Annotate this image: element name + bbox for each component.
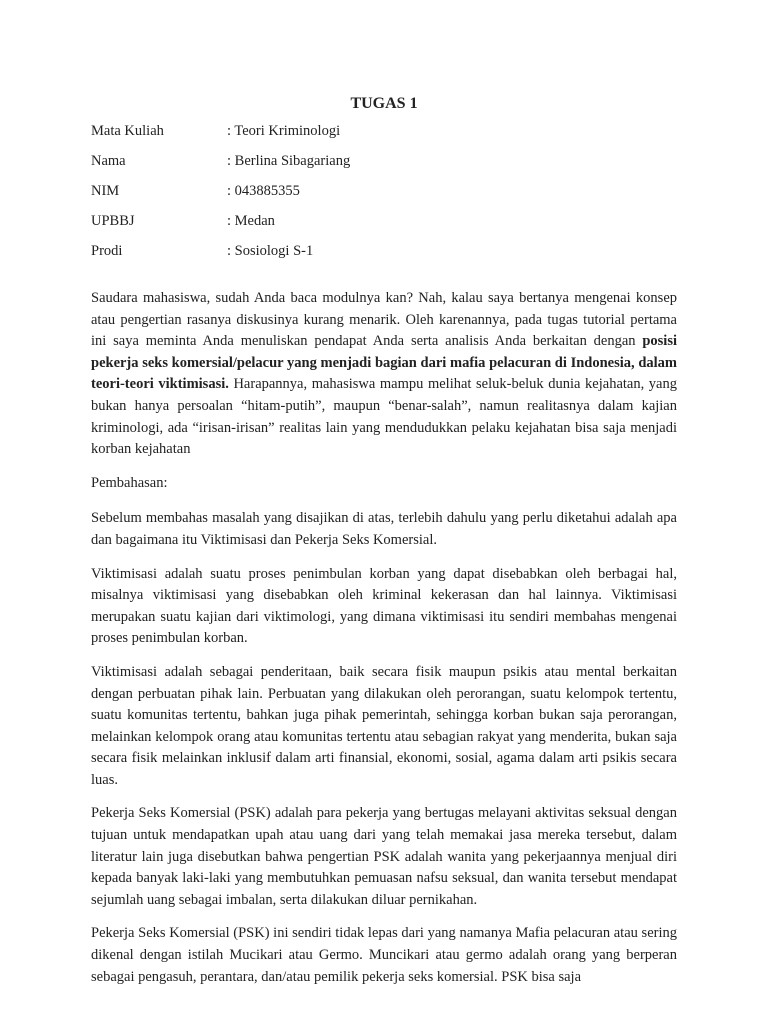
intro-bold-text: posisi pekerja seks komersial/pelacur yang menjadi bagian dari mafia pelacuran di Indonesia, dalam teori-teori viktimisasi.	[91, 333, 677, 393]
info-value: : Sosiologi S-1	[227, 243, 314, 259]
document-title: TUGAS 1	[350, 95, 418, 112]
info-label: UPBBJ	[91, 213, 135, 229]
info-label: NIM	[91, 183, 120, 199]
body-paragraph: Sebelum membahas masalah yang disajikan di atas, terlebih dahulu yang perlu diketahui adalah apa dan bagaimana itu Viktimisasi dan Pekerja Seks Komersial.	[91, 510, 677, 548]
intro-text-end: Harapannya, mahasiswa mampu melihat seluk-beluk dunia kejahatan, yang bukan hanya persoalan “hitam-putih”, maupun “benar-salah”, namun realitasnya dalam kajian kriminologi, ada “irisan-irisan” realitas lain yang mendudukkan pelaku kejahatan bisa saja menjadi korban kejahatan	[91, 376, 677, 458]
info-row-upbbj	[91, 212, 677, 242]
info-value: : Teori Kriminologi	[227, 123, 341, 139]
info-row-mata-kuliah	[91, 122, 677, 152]
info-value: : Medan	[227, 213, 275, 229]
body-paragraph: Viktimisasi adalah suatu proses penimbulan korban yang dapat disebabkan oleh berbagai hal, misalnya viktimisasi yang disebabkan oleh kriminal kekerasan dan hal lainnya. Viktimisasi merupakan suatu kajian dari viktimologi, yang dimana viktimisasi itu sendiri membahas mengenai proses penimbulan korban.	[91, 565, 677, 647]
info-table	[91, 122, 677, 272]
info-row-prodi	[91, 242, 677, 272]
info-label: Nama	[91, 153, 126, 169]
info-label: Mata Kuliah	[91, 123, 164, 139]
info-label: Prodi	[91, 243, 123, 259]
intro-text: Saudara mahasiswa, sudah Anda baca modulnya kan? Nah, kalau saya bertanya mengenai konsep atau pengertian rasanya diskusinya kurang menarik. Oleh karenannya, pada tugas tutorial pertama ini saya meminta Anda menuliskan pendapat Anda serta analisis Anda berkaitan dengan	[91, 290, 677, 350]
body-paragraph: Pekerja Seks Komersial (PSK) ini sendiri tidak lepas dari yang namanya Mafia pelacuran atau sering dikenal dengan istilah Mucikari atau Germo. Muncikari atau germo adalah orang yang berperan sebagai pengasuh, perantara, dan/atau pemilik pekerja seks komersial. PSK bisa saja	[91, 925, 677, 985]
info-value: : Berlina Sibagariang	[227, 153, 351, 169]
body-paragraph: Viktimisasi adalah sebagai penderitaan, baik secara fisik maupun psikis atau mental berkaitan dengan perbuatan pihak lain. Perbuatan yang dilakukan oleh perorangan, suatu kelompok tertentu, suatu komunitas tertentu, bahkan juga pihak pemerintah, sehingga korban bukan saja perorangan, melainkan kelompok orang atau komunitas tertentu atau sebagian rakyat yang menderita, bukan saja secara fisik melainkan inklusif dalam arti finansial, ekonomi, sosial, agama dalam arti psikis secara luas.	[91, 663, 677, 788]
body-paragraph: Pekerja Seks Komersial (PSK) adalah para pekerja yang bertugas melayani aktivitas seksual dengan tujuan untuk mendapatkan upah atau uang dari yang telah memakai jasa mereka tersebut, dalam literatur lain juga disebutkan bahwa pengertian PSK adalah wanita yang pekerjaannya menjual diri kepada banyak laki-laki yang membutuhkan pemuasan nafsu seksual, dan wanita tersebut mendapat sejumlah uang sebagai imbalan, serta dilakukan diluar pernikahan.	[91, 805, 677, 908]
info-row-nama	[91, 152, 677, 182]
section-heading: Pembahasan:	[91, 474, 168, 491]
info-row-nim	[91, 182, 677, 212]
intro-paragraph	[91, 288, 677, 461]
info-value: : 043885355	[227, 183, 300, 199]
